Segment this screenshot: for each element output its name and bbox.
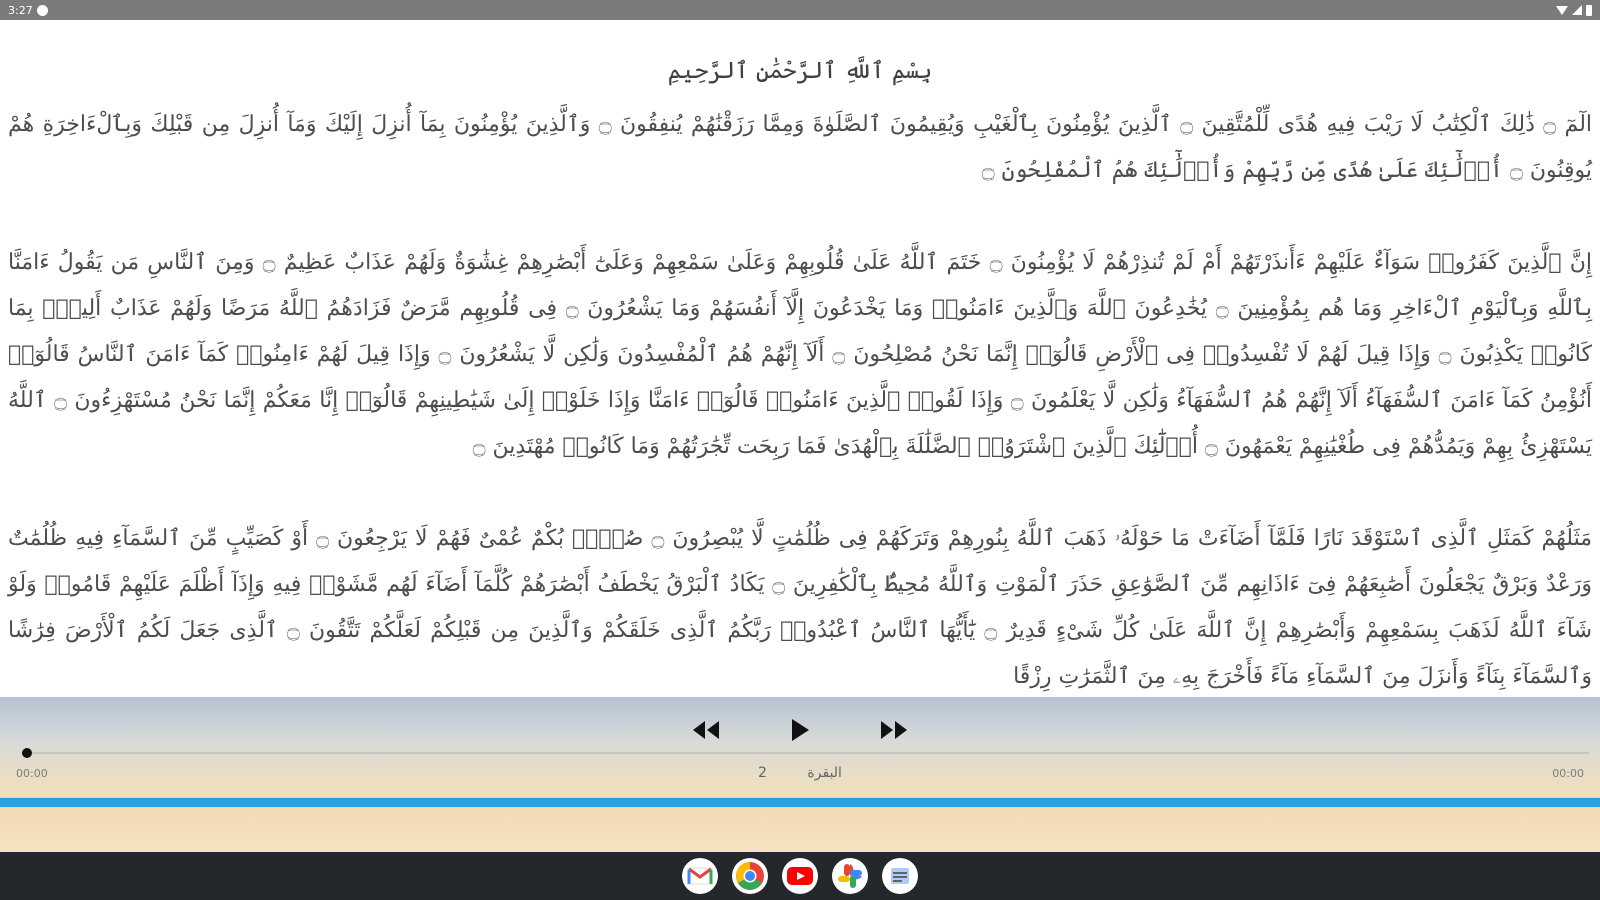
status-left <box>8 4 48 17</box>
verse-section <box>0 516 1600 697</box>
fast-forward-button[interactable] <box>876 716 912 744</box>
youtube-icon <box>786 866 814 886</box>
chrome-app[interactable] <box>732 858 768 894</box>
notification-icon <box>37 5 48 16</box>
track-name: البقرة <box>807 765 842 781</box>
track-number: 2 <box>758 765 767 781</box>
status-bar <box>0 0 1600 20</box>
photos-icon <box>836 862 864 890</box>
track-label <box>0 765 1600 781</box>
verse-section <box>0 240 1600 470</box>
chrome-icon <box>735 861 765 891</box>
status-time: 3:27 <box>8 3 33 17</box>
taskbar <box>0 852 1600 900</box>
total-time: 00:00 <box>1552 767 1584 780</box>
verse-text: مَثَلُهُمْ كَمَثَلِ ٱلَّذِى ٱسْتَوْقَدَ نَارًا فَلَمَّآ أَضَآءَتْ مَا حَوْلَهُۥ ذَهَبَ ٱللَّهُ بِنُورِهِمْ وَتَرَكَهُمْ فِى ظُلُمَٰتٍ لَّا يُبْصِرُونَ ۝ صُمٌّۢ بُكْمٌ عُمْىٌ فَهُمْ لَا يَرْجِعُونَ ۝ أَوْ كَصَيِّبٍ مِّنَ ٱلسَّمَآءِ فِيهِ ظُلُمَٰتٌ وَرَعْدٌ وَبَرْقٌ يَجْعَلُونَ أَصَٰبِعَهُمْ فِىٓ ءَاذَانِهِم مِّنَ ٱلصَّوَٰعِقِ حَذَرَ ٱلْمَوْتِ وَٱللَّهُ مُحِيطٌۢ بِٱلْكَٰفِرِينَ ۝ يَكَادُ ٱلْبَرْقُ يَخْطَفُ أَبْصَٰرَهُمْ كُلَّمَآ أَضَآءَ لَهُم مَّشَوْا۟ فِيهِ وَإِذَآ أَظْلَمَ عَلَيْهِمْ قَامُوا۟ وَلَوْ شَآءَ ٱللَّهُ لَذَهَبَ بِسَمْعِهِمْ وَأَبْصَٰرِهِمْ إِنَّ ٱللَّهَ عَلَىٰ كُلِّ شَىْءٍ قَدِيرٌ ۝ يَٰٓأَيُّهَا ٱلنَّاسُ ٱعْبُدُوا۟ رَبَّكُمُ ٱلَّذِى خَلَقَكُمْ وَٱلَّذِينَ مِن قَبْلِكُمْ لَعَلَّكُمْ تَتَّقُونَ ۝ ٱلَّذِى جَعَلَ لَكُمُ ٱلْأَرْضَ فِرَٰشًا وَٱلسَّمَآءَ بِنَآءً وَأَنزَلَ مِنَ ٱلسَّمَآءِ مَآءً فَأَخْرَجَ بِهِۦ مِنَ ٱلثَّمَرَٰتِ رِزْقًا <box>8 526 1593 689</box>
player-controls <box>0 712 1600 748</box>
youtube-app[interactable] <box>782 858 818 894</box>
verse-text: إِنَّ ٱلَّذِينَ كَفَرُوا۟ سَوَآءٌ عَلَيْهِمْ ءَأَنذَرْتَهُمْ أَمْ لَمْ تُنذِرْهُمْ لَا يُؤْمِنُونَ ۝ خَتَمَ ٱللَّهُ عَلَىٰ قُلُوبِهِمْ وَعَلَىٰ سَمْعِهِمْ وَعَلَىٰٓ أَبْصَٰرِهِمْ غِشَٰوَةٌ وَلَهُمْ عَذَابٌ عَظِيمٌ ۝ وَمِنَ ٱلنَّاسِ مَن يَقُولُ ءَامَنَّا بِٱللَّهِ وَبِٱلْيَوْمِ ٱلْءَاخِرِ وَمَا هُم بِمُؤْمِنِينَ ۝ يُخَٰدِعُونَ ٱللَّهَ وَٱلَّذِينَ ءَامَنُوا۟ وَمَا يَخْدَعُونَ إِلَّآ أَنفُسَهُمْ وَمَا يَشْعُرُونَ ۝ فِى قُلُوبِهِم مَّرَضٌ فَزَادَهُمُ ٱللَّهُ مَرَضًا وَلَهُمْ عَذَابٌ أَلِيمٌۢ بِمَا كَانُوا۟ يَكْذِبُونَ ۝ وَإِذَا قِيلَ لَهُمْ لَا تُفْسِدُوا۟ فِى ٱلْأَرْضِ قَالُوٓا۟ إِنَّمَا نَحْنُ مُصْلِحُونَ ۝ أَلَآ إِنَّهُمْ هُمُ ٱلْمُفْسِدُونَ وَلَٰكِن لَّا يَشْعُرُونَ ۝ وَإِذَا قِيلَ لَهُمْ ءَامِنُوا۟ كَمَآ ءَامَنَ ٱلنَّاسُ قَالُوٓا۟ أَنُؤْمِنُ كَمَآ ءَامَنَ ٱلسُّفَهَآءُ أَلَآ إِنَّهُمْ هُمُ ٱلسُّفَهَآءُ وَلَٰكِن لَّا يَعْلَمُونَ ۝ وَإِذَا لَقُوا۟ ٱلَّذِينَ ءَامَنُوا۟ قَالُوٓا۟ ءَامَنَّا وَإِذَا خَلَوْا۟ إِلَىٰ شَيَٰطِينِهِمْ قَالُوٓا۟ إِنَّا مَعَكُمْ إِنَّمَا نَحْنُ مُسْتَهْزِءُونَ ۝ ٱللَّهُ يَسْتَهْزِئُ بِهِمْ وَيَمُدُّهُمْ فِى طُغْيَٰنِهِمْ يَعْمَهُونَ ۝ أُو۟لَٰٓئِكَ ٱلَّذِينَ ٱشْتَرَوُا۟ ٱلضَّلَٰلَةَ بِٱلْهُدَىٰ فَمَا رَبِحَت تِّجَٰرَتُهُمْ وَمَا كَانُوا۟ مُهْتَدِينَ ۝ <box>8 250 1593 459</box>
files-app[interactable] <box>882 858 918 894</box>
gmail-icon <box>687 866 713 886</box>
player-footer <box>0 807 1600 853</box>
player-accent-bar <box>0 798 1600 807</box>
signal-icon <box>1572 5 1582 15</box>
gmail-app[interactable] <box>682 858 718 894</box>
play-icon <box>789 717 811 743</box>
files-icon <box>888 864 912 888</box>
basmala-heading: بِسْمِ ٱللَّهِ ٱلرَّحْمَٰنِ ٱلرَّحِيمِ <box>667 58 933 84</box>
verse-text: الٓمٓ ۝ ذَٰلِكَ ٱلْكِتَٰبُ لَا رَيْبَ فِيهِ هُدًى لِّلْمُتَّقِينَ ۝ ٱلَّذِينَ يُؤْمِنُونَ بِٱلْغَيْبِ وَيُقِيمُونَ ٱلصَّلَوٰةَ وَمِمَّا رَزَقْنَٰهُمْ يُنفِقُونَ ۝ وَٱلَّذِينَ يُؤْمِنُونَ بِمَآ أُنزِلَ إِلَيْكَ وَمَآ أُنزِلَ مِن قَبْلِكَ وَبِٱلْءَاخِرَةِ هُمْ يُوقِنُونَ ۝ أُو۟لَٰٓئِكَ عَلَىٰ هُدًى مِّن رَّبِّهِمْ وَأُو۟لَٰٓئِكَ هُمُ ٱلْمُفْلِحُونَ ۝ <box>8 112 1593 183</box>
photos-app[interactable] <box>832 858 868 894</box>
rewind-icon <box>691 719 721 741</box>
status-right <box>1556 5 1592 16</box>
quran-reader[interactable] <box>0 20 1600 697</box>
battery-icon <box>1586 5 1592 16</box>
seek-bar[interactable] <box>27 752 1589 754</box>
audio-player <box>0 697 1600 798</box>
fast-forward-icon <box>879 719 909 741</box>
rewind-button[interactable] <box>688 716 724 744</box>
seek-thumb[interactable] <box>22 748 32 758</box>
wifi-icon <box>1556 6 1568 15</box>
verse-section <box>0 102 1600 194</box>
elapsed-time: 00:00 <box>16 767 48 780</box>
play-button[interactable] <box>782 716 818 744</box>
